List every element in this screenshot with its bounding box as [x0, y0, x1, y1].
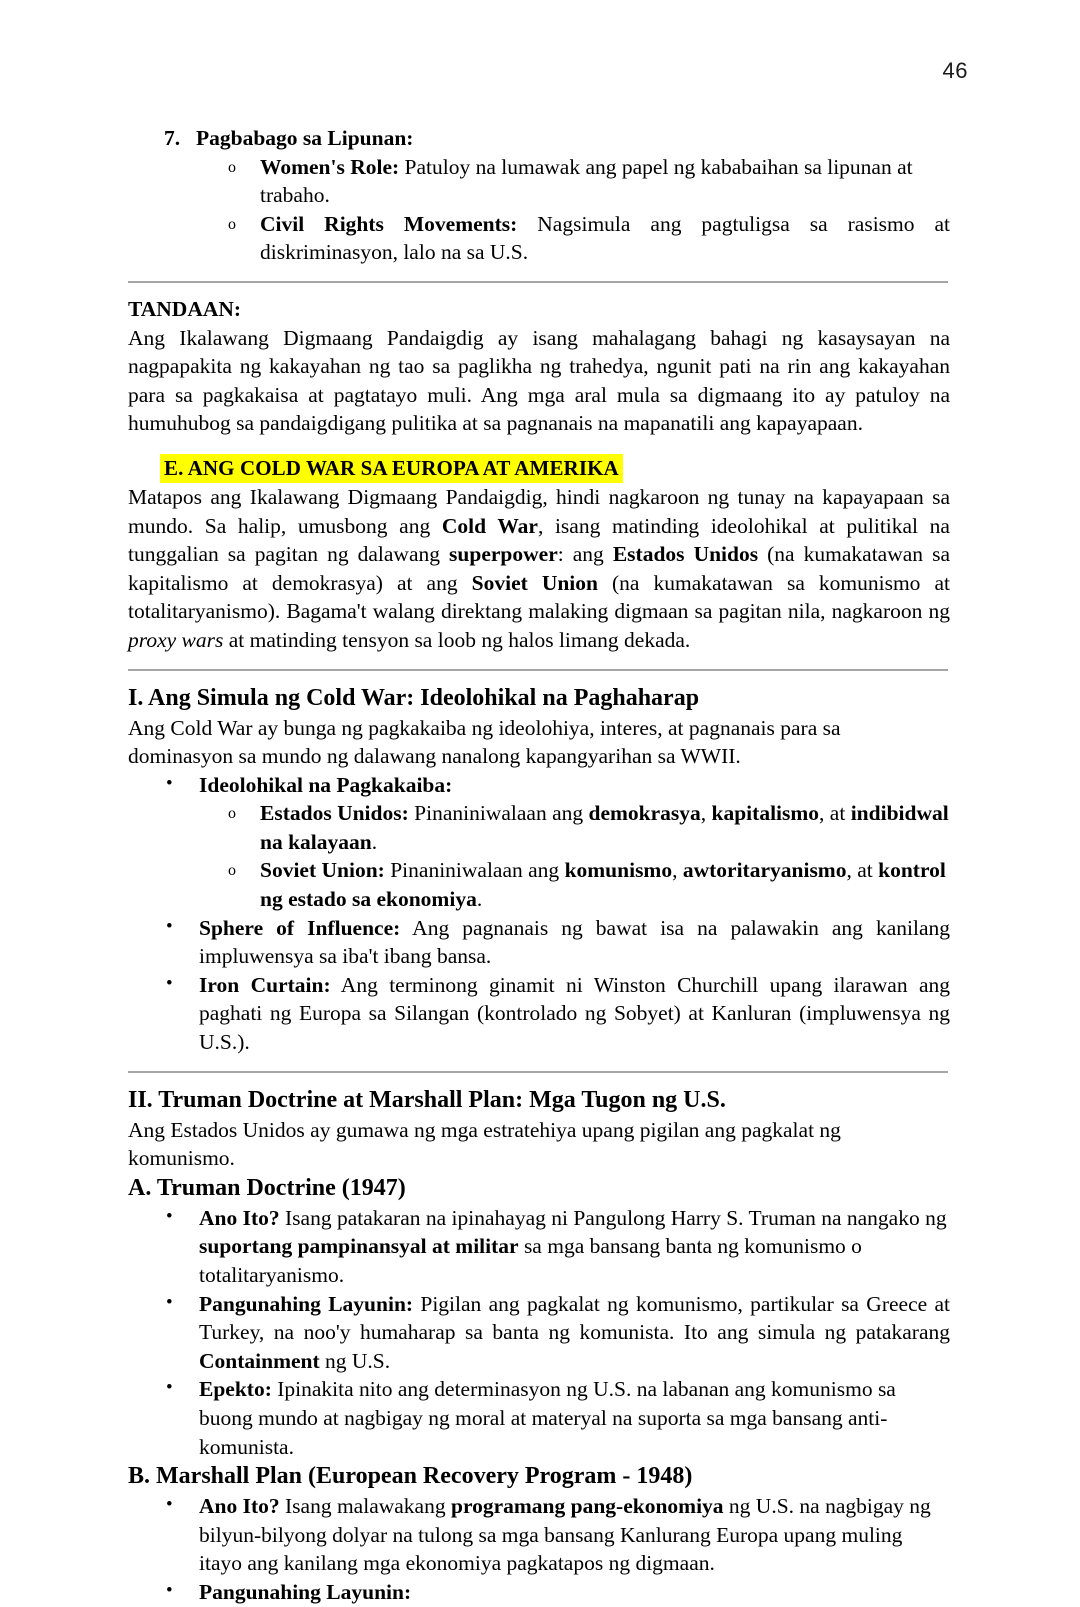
- text-epekto: Ipinakita nito ang determinasyon ng U.S. na labanan ang komunismo sa buong mundo at nagbigay ng moral at materyal na suporta sa mga bansang anti-komunista.: [199, 1377, 896, 1459]
- term-epekto: Epekto:: [199, 1377, 272, 1402]
- list-marker-circle: o: [228, 862, 236, 880]
- bold-containment: Containment: [199, 1348, 320, 1373]
- list-item-7: [128, 124, 950, 153]
- tandaan-label: TANDAAN:: [128, 296, 242, 321]
- list-marker-circle: o: [228, 215, 236, 233]
- bullet-iron-curtain: [128, 971, 950, 1057]
- subitem-estados-unidos: [128, 799, 950, 856]
- page-number: 46: [942, 58, 968, 83]
- section-i-heading: I. Ang Simula ng Cold War: Ideolohikal na Paghaharap: [128, 684, 700, 711]
- term-pangunahing-layunin: Pangunahing Layunin:: [199, 1291, 414, 1316]
- subsection-b-heading: B. Marshall Plan (European Recovery Program - 1948): [128, 1463, 693, 1490]
- list-item-7-title: Pagbabago sa Lipunan:: [196, 126, 414, 150]
- term-ano-ito: Ano Ito?: [199, 1494, 280, 1519]
- list-marker-bullet: •: [166, 772, 173, 794]
- bold-kontrol-ng-estado: kontrol ng estado sa ekonomiya: [260, 858, 946, 912]
- text-run: .: [476, 887, 483, 912]
- list-marker-circle: o: [228, 158, 236, 176]
- term-civil-rights: Civil Rights Movements:: [260, 211, 518, 236]
- term-womens-role: Women's Role:: [260, 154, 400, 179]
- term-soviet-union: Soviet Union:: [260, 858, 385, 883]
- term-sphere-of-influence: Sphere of Influence:: [199, 915, 401, 940]
- text-run: Isang patakaran na ipinahayag ni Pangulong Harry S. Truman na nangako ng: [279, 1205, 947, 1230]
- subsection-a-heading: A. Truman Doctrine (1947): [128, 1174, 406, 1201]
- section-ii-heading: II. Truman Doctrine at Marshall Plan: Mga Tugon ng U.S.: [128, 1086, 726, 1113]
- tandaan-body: Ang Ikalawang Digmaang Pandaigdig ay isang mahalagang bahagi ng kasaysayan na nagpapakita ng kakayahan ng tao sa paglikha ng trahedya, ngunit pati na rin ang kakayahan para sa pagkakaisa at pagtatayo muli. Ang mga aral mula sa digmaang ito ay patuloy na humuhubog sa pandaigdigang pulitika at sa pagnanais na mapanatili ang kapayapaan.: [128, 325, 950, 436]
- term-iron-curtain: Iron Curtain:: [199, 972, 331, 997]
- section-e-paragraph: [128, 483, 950, 655]
- list-marker-bullet: •: [166, 972, 173, 994]
- bold-awtoritaryanismo: awtoritaryanismo: [682, 858, 847, 883]
- section-ii-intro: Ang Estados Unidos ay gumawa ng mga estratehiya upang pigilan ang pagkalat ng komunismo.: [128, 1117, 841, 1171]
- text-iron-curtain: Ang terminong ginamit ni Winston Churchill upang ilarawan ang paghati ng Europa sa Silangan (kontrolado ng Sobyet) at Kanluran (impluwensya ng U.S.).: [199, 972, 950, 1055]
- text-womens-role: Patuloy na lumawak ang papel ng kababaihan sa lipunan at trabaho.: [260, 154, 913, 208]
- text-run: sa mga bansang banta ng komunismo o totalitaryanismo.: [199, 1234, 862, 1287]
- text-run: (na kumakatawan sa komunismo at totalitaryanismo). Bagama't walang direktang malaking digmaan sa pagitan nila, nagkaroon ng: [128, 570, 950, 624]
- text-run: : ang: [557, 542, 613, 567]
- list-marker-circle: o: [228, 805, 236, 823]
- section-e-heading-wrap: [128, 454, 950, 483]
- bold-cold-war: Cold War: [441, 513, 538, 538]
- text-run: Pinaniniwalaan ang: [408, 801, 589, 826]
- term-estados-unidos: Estados Unidos:: [260, 801, 409, 826]
- bullet-b-ano-ito: [128, 1492, 950, 1578]
- bullet-sphere-of-influence: [128, 914, 950, 971]
- text-run: , at: [819, 801, 851, 826]
- bullet-a-pangunahing-layunin: [128, 1290, 950, 1376]
- bold-programang-pang-ekonomiya: programang pang-ekonomiya: [450, 1494, 724, 1519]
- bold-komunismo: komunismo: [564, 858, 673, 883]
- term-ideolohikal-pagkakaiba: Ideolohikal na Pagkakaiba:: [199, 772, 453, 797]
- list-marker-bullet: •: [166, 1579, 173, 1601]
- bold-soviet-union: Soviet Union: [471, 570, 598, 595]
- text-run: , isang matinding ideolohikal at pulitikal na tunggalian sa pagitan ng dalawang: [128, 513, 950, 567]
- bold-superpower: superpower: [449, 542, 558, 567]
- bold-estados-unidos: Estados Unidos: [612, 542, 759, 567]
- text-civil-rights: Nagsimula ang pagtuligsa sa rasismo at diskriminasyon, lalo na sa U.S.: [260, 211, 950, 265]
- text-run: Pigilan ang pagkalat ng komunismo, partikular sa Greece at Turkey, na noo'y humaharap sa banta ng komunista. Ito ang simula ng patakarang: [199, 1291, 950, 1345]
- list-marker-bullet: •: [166, 1291, 173, 1313]
- bullet-a-ano-ito: [128, 1204, 950, 1290]
- text-run: ,: [700, 801, 712, 826]
- section-i-intro: Ang Cold War ay bunga ng pagkakaiba ng ideolohiya, interes, at pagnanais para sa dominasyon sa mundo ng dalawang nanalong kapangyarihan sa WWII.: [128, 715, 841, 769]
- text-run: Matapos ang Ikalawang Digmaang Pandaigdig, hindi nagkaroon ng tunay na kapayapaan sa mundo. Sa halip, umusbong ang: [128, 484, 950, 538]
- list-item-civil-rights: [128, 210, 950, 267]
- text-run: ,: [672, 858, 683, 883]
- subitem-soviet-union: [128, 856, 950, 913]
- text-run: (na kumakatawan sa kapitalismo at demokrasya) at ang: [128, 542, 950, 595]
- term-ano-ito: Ano Ito?: [199, 1205, 280, 1230]
- list-marker-bullet: •: [166, 915, 173, 937]
- text-run: ng U.S. na nagbigay ng bilyun-bilyong dolyar na tulong sa mga bansang Kanlurang Europa upang muling itayo ang kanilang mga ekonomiya pagkatapos ng digmaan.: [199, 1494, 931, 1576]
- text-run: Pinaniniwalaan ang: [384, 858, 565, 883]
- text-run: at matinding tensyon sa loob ng halos limang dekada.: [223, 627, 691, 652]
- list-marker-bullet: •: [166, 1205, 173, 1227]
- term-pangunahing-layunin: Pangunahing Layunin:: [199, 1579, 412, 1604]
- text-sphere-of-influence: Ang pagnanais ng bawat isa na palawakin ang kanilang impluwensya sa iba't ibang bansa.: [199, 915, 951, 969]
- list-marker-number: 7.: [164, 126, 181, 150]
- text-run: .: [371, 829, 378, 854]
- page-content: [128, 124, 950, 1607]
- bullet-ideolohikal-pagkakaiba: [128, 771, 950, 800]
- list-item-womens-role: [128, 153, 950, 210]
- bold-demokrasya: demokrasya: [588, 801, 701, 826]
- list-marker-bullet: •: [166, 1377, 173, 1399]
- bold-kapitalismo: kapitalismo: [711, 801, 820, 826]
- text-run: Isang malawakang: [279, 1494, 451, 1519]
- italic-proxy-wars: proxy wars: [128, 627, 224, 652]
- bullet-a-epekto: [128, 1375, 950, 1461]
- section-e-heading: E. ANG COLD WAR SA EUROPA AT AMERIKA: [160, 454, 623, 483]
- list-marker-bullet: •: [166, 1494, 173, 1516]
- bold-indibidwal-na-kalayaan: indibidwal na kalayaan: [260, 801, 949, 854]
- text-run: ng U.S.: [319, 1348, 391, 1373]
- bullet-b-pangunahing-layunin: [128, 1578, 950, 1607]
- bold-suportang-pampinansyal: suportang pampinansyal at militar: [199, 1234, 519, 1259]
- text-run: , at: [846, 858, 879, 883]
